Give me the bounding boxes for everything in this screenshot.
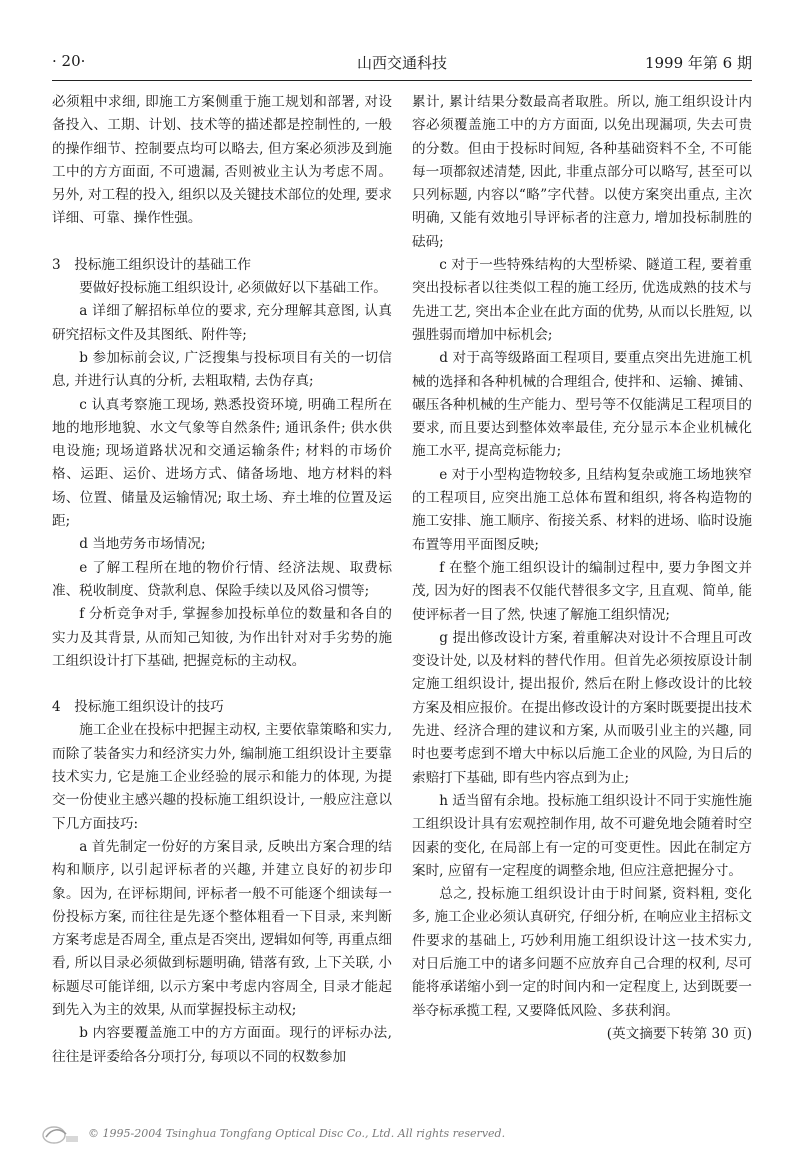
paragraph-continued: 累计, 累计结果分数最高者取胜。所以, 施工组织设计内容必须覆盖施工中的方方面面, 以免出现漏项, 失去可贵的分数。但由于投标时间短, 各种基础资料不全, 不可能每一项都叙述清楚, 因此, 非重点部分可以略写, 甚至可以只列标题, 内容以“略”字代替。以使方案突出重点, 主次明确, 又能有效地引导评标者的注意力, 增加投标制胜的砝码; (412, 94, 752, 250)
list-item-h: h 适当留有余地。投标施工组织设计不同于实施性施工组织设计具有宏观控制作用, 故不可避免地会随着时空因素的变化, 在局部上有一定的可变更性。因此在制定方案时, 应留有一定程度的调整余地, 但应注意把握分寸。 (412, 792, 752, 879)
continuation-note: (英文摘要下转第 30 页) (606, 1025, 752, 1042)
spacer (52, 673, 392, 696)
list-item-g: g 提出修改设计方案, 着重解决对设计不合理且可改变设计处, 以及材料的替代作用。但首先必须按原设计制定施工组织设计, 提出报价, 然后在附上修改设计的比较方案及相应报价。在提出修改设计的方案时既要提出技术先进、经济合理的建议和方案, 从而吸引业主的兴趣, 同时也要考虑到不增大中标以后施工企业的风险, 为日后的索赔打下基础, 即有些内容点到为止; (412, 629, 752, 786)
list-item-e: e 对于小型构造物较多, 且结构复杂或施工场地狭窄的工程项目, 应突出施工总体布置和组织, 将各构造物的施工安排、施工顺序、衔接关系、材料的进场、临时设施布置等用平面图反映; (412, 466, 752, 553)
list-item-a: a 详细了解招标单位的要求, 充分理解其意图, 认真研究招标文件及其图纸、附件等; (52, 303, 392, 343)
list-item-e: e 了解工程所在地的物价行情、经济法规、取费标准、税收制度、贷款利息、保险手续以及风俗习惯等; (52, 559, 392, 599)
right-column (412, 91, 752, 1046)
list-item-f: f 在整个施工组织设计的编制过程中, 要力争图文并茂, 因为好的图表不仅能代替很多文字, 且直观、简单, 能使评标者一目了然, 快速了解施工组织情况; (412, 559, 752, 623)
list-item-b: b 参加标前会议, 广泛搜集与投标项目有关的一切信息, 并进行认真的分析, 去粗取精, 去伪存真; (52, 349, 392, 390)
journal-title: 山西交通科技 (356, 54, 447, 72)
header-rule (52, 80, 752, 81)
issue-label: 1999 年第 6 期 (644, 54, 752, 72)
publisher-logo-icon (40, 1122, 80, 1146)
list-item-a: a 首先制定一份好的方案目录, 反映出方案合理的结构和顺序, 以引起评标者的兴趣, 并建立良好的初步印象。因为, 在评标期间, 评标者一般不可能逐个细读每一份投标方案, 而往往是先逐个整体粗看一下目录, 来判断方案考虑是否周全, 重点是否突出, 逻辑如何等, 再重点细看, 所以目录必须做到标题明确, 错落有致, 上下关联, 小标题尽可能详细, 以示方案中考虑内容周全, 目录才能起到先入为主的效果, 从而掌握投标主动权; (52, 838, 392, 1018)
left-column (52, 91, 392, 1069)
spacer (52, 231, 392, 254)
list-item-c: c 对于一些特殊结构的大型桥梁、隧道工程, 要着重突出投标者以往类似工程的施工经历, 优选成熟的技术与先进工艺, 突出本企业在此方面的优势, 从而以长胜短, 以强胜弱而增加中标机会; (412, 257, 752, 343)
paragraph: 要做好投标施工组织设计, 必须做好以下基础工作。 (79, 280, 387, 297)
section-heading-4: 4 投标施工组织设计的技巧 (52, 699, 224, 716)
paragraph-continued: 必须粗中求细, 即施工方案侧重于施工规划和部署, 对设备投入、工期、计划、技术等的描述都是控制性的, 一般的操作细节、控制要点均可以略去, 但方案必须涉及到施工中的方方面面, 不可遗漏, 否则被业主认为考虑不周。另外, 对工程的投入, 组织以及关键技术部位的处理, 要求详细、可靠、操作性强。 (52, 94, 392, 227)
list-item-b: b 内容要覆盖施工中的方方面面。现行的评标办法, 往往是评委给各分项打分, 每项以不同的权数参加 (52, 1025, 392, 1065)
summary-paragraph: 总之, 投标施工组织设计由于时间紧, 资料粗, 变化多, 施工企业必须认真研究, 仔细分析, 在响应业主招标文件要求的基础上, 巧妙利用施工组织设计这一技术实力, 对日后施工中的诸多问题不应放弃自己合理的权利, 尽可能将承诺缩小到一定的时间内和一定程度上, 达到既要一举夺标承揽工程, 又要降低风险、多获利润。 (412, 886, 752, 1019)
list-item-d: d 对于高等级路面工程项目, 要重点突出先进施工机械的选择和各种机械的合理组合, 使拌和、运输、摊铺、碾压各种机械的生产能力、型号等不仅能满足工程项目的要求, 而且要达到整体效率最佳, 充分显示本企业机械化施工水平, 提高竞标能力; (412, 350, 752, 460)
page-header (52, 52, 752, 78)
list-item-c: c 认真考察施工现场, 熟悉投资环境, 明确工程所在地的地形地貌、水文气象等自然条件; 通讯条件; 供水供电设施; 现场道路状况和交通运输条件; 材料的市场价格、运距、运价、进场方式、储备场地、地方材料的料场、位置、储量及运输情况; 取土场、弃土堆的位置及运距; (52, 396, 392, 530)
page-footer (40, 1122, 760, 1148)
copyright-text: © 1995-2004 Tsinghua Tongfang Optical Disc Co., Ltd. All rights reserved. (88, 1127, 506, 1140)
section-heading-3: 3 投标施工组织设计的基础工作 (52, 256, 251, 273)
list-item-f: f 分析竞争对手, 掌握参加投标单位的数量和各自的实力及其背景, 从而知己知彼, 为作出针对对手劣势的施工组织设计打下基础, 把握竞标的主动权。 (52, 606, 392, 669)
page-number: · 20· (52, 52, 86, 70)
list-item-d: d 当地劳务市场情况; (79, 536, 206, 553)
paragraph: 施工企业在投标中把握主动权, 主要依靠策略和实力, 而除了装备实力和经济实力外, 编制施工组织设计主要靠技术实力, 它是施工企业经验的展示和能力的体现, 为提交一份使业主感兴趣的投标施工组织设计, 一般应注意以下几方面技巧: (52, 722, 392, 832)
